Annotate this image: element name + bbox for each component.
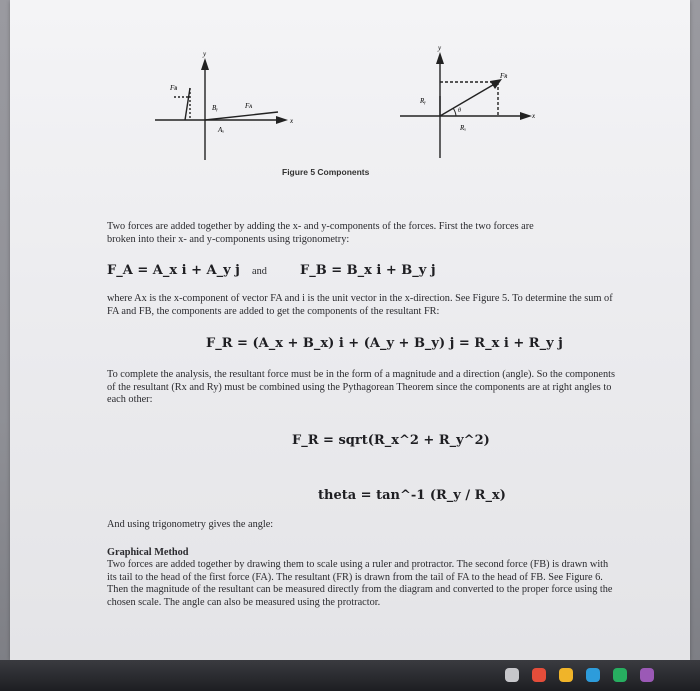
eq-angle: theta = tan^-1 (R_y / R_x) <box>318 488 506 503</box>
dock-bar <box>0 660 700 691</box>
where-paragraph: where Ax is the x-component of vector FA and i is the unit vector in the x-direction. See Figure 5. To determine the sum of FA and FB, the components are added to get the components of the resultant FR: <box>107 293 613 317</box>
intro-paragraph: Two forces are added together by adding the x- and y-components of the forces. First the two forces are broken into their x- and y-components using trigonometry: <box>107 221 534 245</box>
left-by-label: Bᵧ <box>212 104 218 112</box>
figure-5-right-diagram <box>360 38 540 163</box>
app-icon[interactable] <box>559 668 573 682</box>
left-ax-label: Aₓ <box>218 126 225 134</box>
trig-sentence: And using trigonometry gives the angle: <box>107 519 274 530</box>
left-y-label: y <box>203 50 207 58</box>
app-icon[interactable] <box>613 668 627 682</box>
complete-paragraph: To complete the analysis, the resultant force must be in the form of a magnitude and a direction (angle). So the components of the resultant (Rx and Ry) must be combined using the Pythagorean Theorem since the components are at right angles to each other: <box>107 369 615 405</box>
eq-fa: F_A = A_x i + A_y j <box>107 263 240 278</box>
figure-5-left-diagram <box>130 40 310 165</box>
y-axis-arrow-icon <box>201 58 209 70</box>
graphical-paragraph: Two forces are added together by drawing them to scale using a ruler and protractor. The second force (FB) is drawn with its tail to the head of the first force (FA). The resultant (FR) is drawn from the tail of FA to the head of FB. See Figure 6. Then the magnitude of the resultant can be measured directly from the diagram and converted to the proper force using the chosen scale. The angle can also be measured using the protractor. <box>107 559 613 608</box>
left-fa-label: Fᴀ <box>245 102 253 110</box>
right-x-axis-arrow-icon <box>520 112 532 120</box>
x-axis-arrow-icon <box>276 116 288 124</box>
app-icon[interactable] <box>505 668 519 682</box>
theta-label: θ <box>458 108 461 114</box>
eq-and: and <box>252 266 267 277</box>
eq-magnitude: F_R = sqrt(R_x^2 + R_y^2) <box>292 433 490 448</box>
app-icon[interactable] <box>640 668 654 682</box>
left-x-label: x <box>290 117 294 125</box>
eq-resultant-components: F_R = (A_x + B_x) i + (A_y + B_y) j = R_x i + R_y j <box>206 336 563 351</box>
right-x-label: x <box>532 112 536 120</box>
right-ry-label: Rᵧ <box>420 97 426 105</box>
app-icon[interactable] <box>586 668 600 682</box>
document-page <box>10 0 690 660</box>
graphical-heading: Graphical Method <box>107 547 189 558</box>
app-icon[interactable] <box>532 668 546 682</box>
resultant-arrow-icon <box>490 79 502 89</box>
eq-fb: F_B = B_x i + B_y j <box>300 263 436 278</box>
right-y-axis-arrow-icon <box>436 52 444 64</box>
right-y-label: y <box>438 44 442 52</box>
figure-caption: Figure 5 Components <box>282 167 370 177</box>
right-rx-label: Rₓ <box>460 124 467 132</box>
left-fb-label: Fʙ <box>170 84 178 92</box>
right-fr-label: Fʀ <box>500 72 508 80</box>
